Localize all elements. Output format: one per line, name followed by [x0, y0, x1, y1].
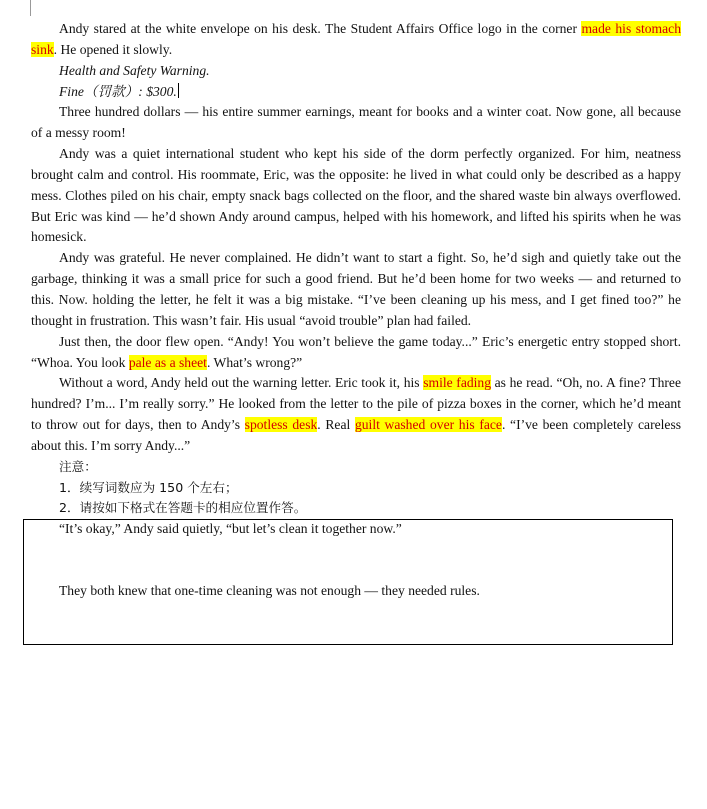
warning-title-line: Health and Safety Warning.: [59, 62, 210, 78]
paragraph-letter: [31, 373, 681, 456]
paragraph-roommate: Andy was a quiet international student who kept his side of the dorm perfectly organized. For him, neatness brought calm and control. His roommate, Eric, was the opposite: he lived in what could only be described as a happy mess. Clothes piled on his chair, empty snack bags collected on the floor, and the shared waste bin always overflowed. But Eric was kind — he’d shown Andy around campus, helped with his homework, and lifted his spirits when he was homesick.: [31, 146, 681, 245]
highlighted-phrase: pale as a sheet: [128, 354, 207, 370]
notes-heading: 注意：: [59, 458, 97, 474]
document-page: [31, 19, 681, 519]
fine-text: Fine（罚款）: $300.: [59, 83, 177, 99]
highlighted-phrase: made his stomach sink: [31, 21, 681, 57]
answer-box: [23, 519, 673, 645]
answer-opening-line: “It’s okay,” Andy said quietly, “but let’s clean it together now.”: [59, 521, 402, 536]
paragraph-door: [31, 332, 681, 374]
highlighted-phrase: guilt washed over his face: [354, 417, 502, 433]
paragraph-text: . He opened it slowly.: [53, 41, 173, 57]
fine-line: [31, 82, 681, 103]
paragraph-text: as he read. “Oh, no. A fine? Three hundred? I’m... I’m really sorry.” He looked from the letter to the pile of pizza boxes in the corner, which he’d meant to throw out for days, then to Andy’s: [31, 375, 681, 433]
answer-second-line: They both knew that one-time cleaning was not enough — they needed rules.: [59, 583, 480, 598]
paragraph-grateful: Andy was grateful. He never complained. He didn’t want to start a fight. So, he’d sigh and quietly take out the garbage, thinking it was a small price for such a good friend. But he’d been home for two weeks — and returned to this. Now. holding the letter, he felt it was a big mistake. “I’ve been cleaning up his mess, and I get fined too?” he thought in frustration. This wasn’t fair. His usual “avoid trouble” plan had failed.: [31, 250, 681, 328]
page-corner-mark: [30, 0, 31, 16]
paragraph-text: Without a word, Andy held out the warning letter. Eric took it, his: [59, 375, 424, 391]
note-item-word-count: 1．续写词数应为 150 个左右；: [59, 479, 238, 495]
paragraph-text: . What’s wrong?”: [206, 354, 303, 370]
paragraph-text: Andy stared at the white envelope on his desk. The Student Affairs Office logo in the corner: [59, 21, 582, 36]
paragraph-text: . “I’ve been completely careless about this. I’m sorry Andy...”: [31, 417, 682, 453]
paragraph-text: . Real: [317, 417, 355, 433]
highlighted-phrase: smile fading: [423, 375, 492, 391]
paragraph-text: Just then, the door flew open. “Andy! You won’t believe the game today...” Eric’s energetic entry stopped short. “Whoa. You look: [31, 333, 681, 370]
note-item-answer-format: 2．请按如下格式在答题卡的相应位置作答。: [59, 500, 307, 516]
highlighted-phrase: spotless desk: [244, 417, 318, 433]
text-cursor: [178, 83, 179, 98]
paragraph-envelope: [31, 19, 681, 61]
paragraph-earnings: Three hundred dollars — his entire summer earnings, meant for books and a winter coat. Now gone, all because of a messy room!: [31, 104, 681, 141]
